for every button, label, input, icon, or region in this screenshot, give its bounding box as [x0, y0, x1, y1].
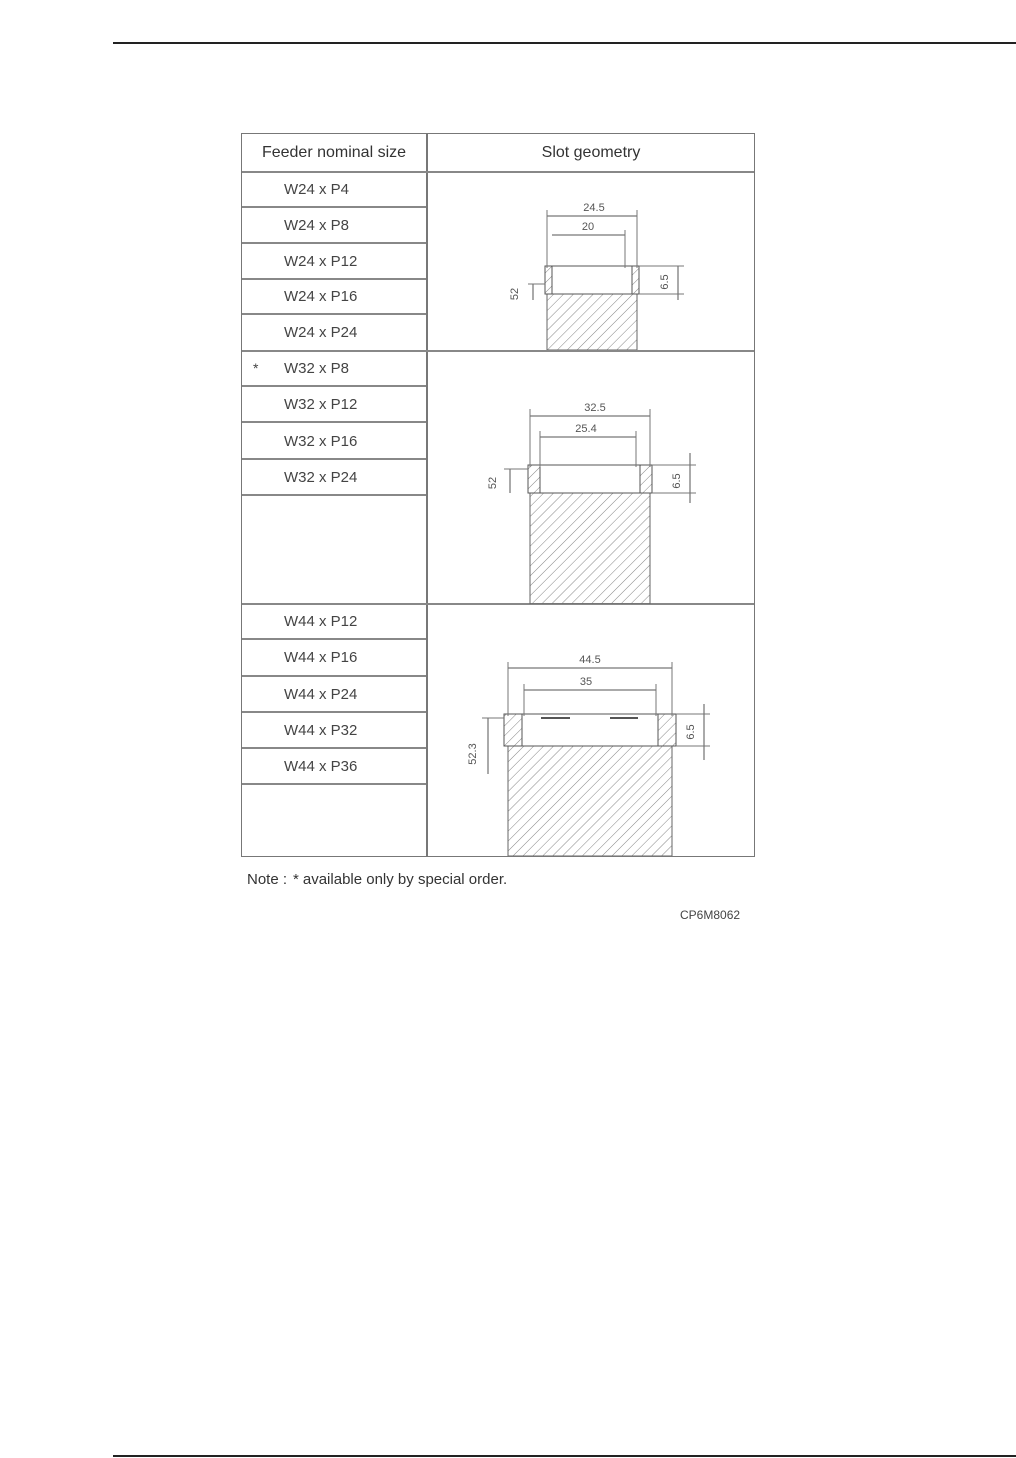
- row-w24-p24: [242, 315, 426, 351]
- row-divider: [242, 494, 426, 496]
- feeder-slot-table: [241, 133, 755, 857]
- row-w32-p12: [242, 387, 426, 423]
- footer-rule: [113, 1455, 1016, 1457]
- row-label: W44 x P32: [284, 722, 358, 739]
- slot-body: [504, 714, 676, 856]
- row-w44-p36: [242, 749, 426, 785]
- row-w44-p12: [242, 604, 426, 640]
- slot-diagram-w32: [428, 351, 754, 604]
- height-dimension: [509, 284, 545, 300]
- footnote: [247, 871, 507, 888]
- depth-label: 6.5: [671, 473, 683, 489]
- depth-dimension: [676, 704, 710, 760]
- row-label: W44 x P36: [284, 758, 358, 775]
- row-w44-p32: [242, 713, 426, 749]
- row-w24-p16: [242, 279, 426, 315]
- note-prefix: Note :: [247, 871, 288, 888]
- inner-width-dimension: [540, 423, 636, 467]
- row-w24-p8: [242, 208, 426, 244]
- note-text: available only by special order.: [302, 871, 508, 888]
- row-label: W24 x P8: [284, 217, 350, 234]
- slot-body: [545, 266, 639, 350]
- outer-width-label: 44.5: [579, 654, 601, 666]
- row-w24-p12: [242, 244, 426, 280]
- depth-label: 6.5: [659, 274, 671, 290]
- row-w32-p8: [242, 351, 426, 387]
- row-label: W44 x P24: [284, 686, 358, 703]
- slot-body: [528, 465, 652, 604]
- row-w24-p4: [242, 172, 426, 208]
- row-divider: [242, 421, 426, 423]
- height-label: 52: [487, 476, 499, 490]
- row-w32-p16: [242, 424, 426, 460]
- height-dimension: [487, 469, 528, 493]
- height-label: 52: [509, 287, 521, 301]
- depth-label: 6.5: [685, 724, 697, 740]
- inner-width-label: 35: [579, 676, 593, 688]
- row-label: W24 x P24: [284, 324, 358, 341]
- depth-dimension: [639, 266, 684, 300]
- row-w44-p24: [242, 677, 426, 713]
- inner-width-label: 20: [581, 221, 595, 233]
- row-divider: [242, 783, 426, 785]
- row-mark: *: [253, 360, 259, 376]
- header-slot-geometry: Slot geometry: [541, 144, 641, 161]
- header-feeder-size: Feeder nominal size: [261, 144, 407, 161]
- figure-code: CP6M8062: [680, 908, 741, 922]
- row-w32-p24: [242, 460, 426, 496]
- inner-width-dimension: [552, 221, 625, 268]
- row-label: W32 x P24: [284, 469, 358, 486]
- row-label: W44 x P12: [284, 613, 358, 630]
- slot-diagram-w24: [428, 172, 754, 350]
- row-label: W32 x P8: [284, 360, 350, 377]
- height-label: 52.3: [467, 743, 479, 765]
- row-label: W32 x P12: [284, 396, 358, 413]
- row-label: W24 x P16: [284, 288, 358, 305]
- row-label: W44 x P16: [284, 649, 358, 666]
- header-rule: [113, 42, 1016, 44]
- height-dimension: [467, 718, 504, 774]
- inner-width-dimension: [524, 676, 656, 716]
- row-label: W32 x P16: [284, 433, 358, 450]
- row-label: W24 x P4: [284, 181, 350, 198]
- row-label: W24 x P12: [284, 253, 358, 270]
- outer-width-label: 24.5: [583, 202, 605, 214]
- row-w44-p16: [242, 640, 426, 676]
- slot-diagram-w44: [428, 604, 754, 856]
- depth-dimension: [652, 453, 696, 503]
- note-mark: *: [293, 871, 299, 888]
- outer-width-label: 32.5: [584, 402, 606, 414]
- inner-width-label: 25.4: [575, 423, 597, 435]
